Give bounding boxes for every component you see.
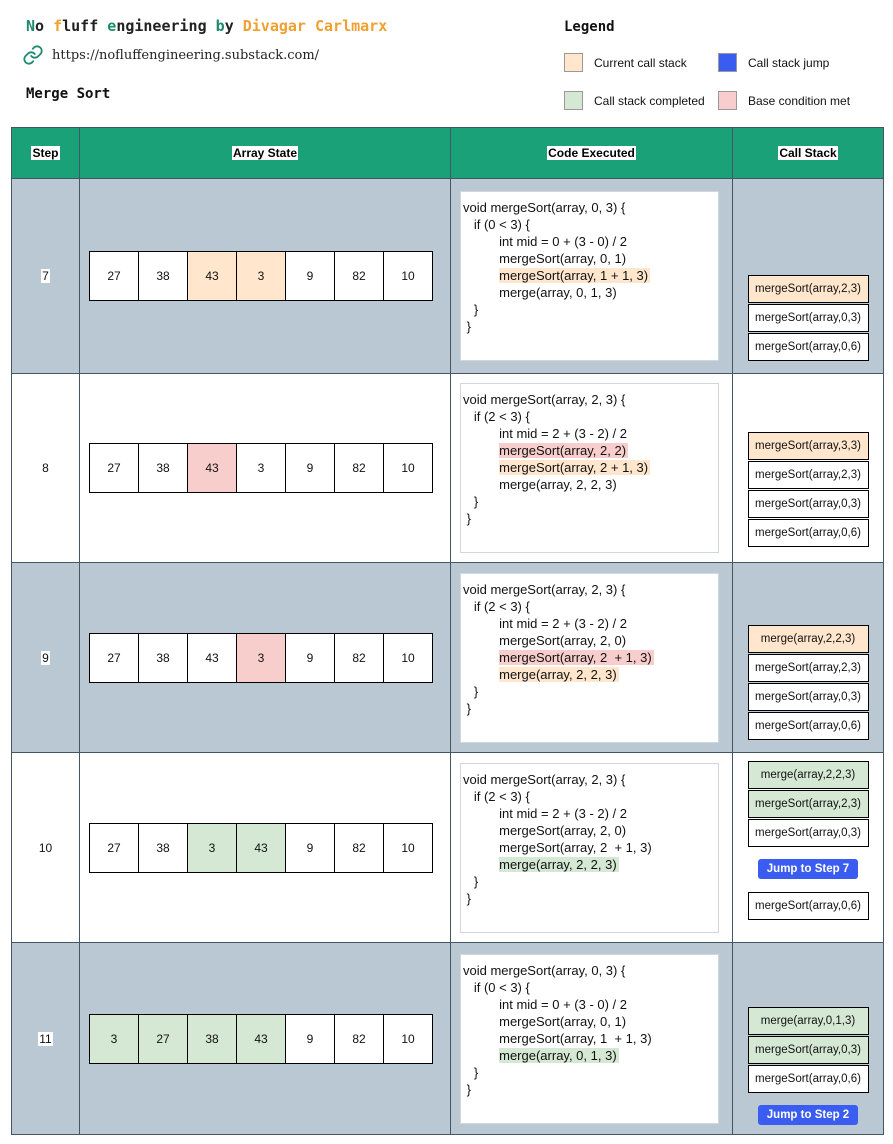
stack-frame: mergeSort(array,3,3) [748,432,869,460]
code-text: mergeSort(array, 2 + 1, 3) [499,649,652,665]
code-line [463,996,718,1013]
code-cell [451,943,733,1135]
code-text: } [473,494,479,509]
code-line [463,1013,718,1030]
code-line [463,267,718,284]
code-text: mergeSort(array, 2, 0) [499,822,627,838]
table-row [12,943,884,1135]
code-line [463,199,718,216]
code-text: int mid = 2 + (3 - 2) / 2 [499,615,628,631]
array-element: 43 [187,633,237,683]
array-element: 38 [138,443,188,493]
stack-frame: merge(array,2,2,3) [748,625,869,653]
code-text: mergeSort(array, 2, 0) [499,632,627,648]
code-line [463,822,718,839]
jump-to-step-button[interactable]: Jump to Step 7 [758,859,858,879]
legend-item-jump [718,53,829,72]
code-text: mergeSort(array, 1 + 1, 3) [499,1030,652,1046]
step-number: 10 [38,840,53,855]
code-text: void mergeSort(array, 0, 3) { [463,200,626,215]
code-line [463,979,718,996]
array-element: 9 [285,823,335,873]
code-text: merge(array, 2, 2, 3) [499,666,617,682]
stack-frame: mergeSort(array,0,6) [748,333,869,361]
code-line [463,301,718,318]
call-stack [733,943,883,1125]
array-element: 43 [187,443,237,493]
code-text: mergeSort(array, 2 + 1, 3) [499,460,649,475]
code-cell [451,753,733,943]
array-element: 10 [383,633,433,683]
stack-frame: mergeSort(array,0,6) [748,712,869,740]
code-line [463,805,718,822]
array-element: 82 [334,633,384,683]
stack-frame: mergeSort(array,2,3) [748,654,869,682]
code-cell [451,374,733,563]
call-stack-cell [733,943,884,1135]
code-text: void mergeSort(array, 2, 3) { [463,771,626,787]
code-line [463,598,718,615]
array-state-cell [80,374,451,563]
code-line [463,510,718,527]
code-text: void mergeSort(array, 0, 3) { [463,962,626,978]
code-text: int mid = 0 + (3 - 0) / 2 [499,996,628,1012]
code-cell [451,563,733,753]
array-element: 10 [383,1014,433,1064]
code-line [463,856,718,873]
code-text: int mid = 2 + (3 - 2) / 2 [499,805,628,821]
title-part: y [224,17,243,35]
code-text: mergeSort(array, 2 + 1, 3) [499,839,652,855]
code-line [463,391,718,408]
array-element: 43 [236,1014,286,1064]
array-visual [89,633,450,683]
code-line [463,890,718,907]
code-line [463,649,718,666]
code-line [463,839,718,856]
code-line [463,683,718,700]
code-text: merge(array, 0, 1, 3) [499,1047,617,1063]
call-stack-cell [733,179,884,374]
code-text: } [466,700,471,716]
legend-item-completed [564,91,705,110]
call-stack [733,563,883,740]
code-text: } [473,1064,479,1080]
step-cell [12,374,80,563]
legend-swatch [564,53,583,72]
code-text: merge(array, 2, 2, 3) [499,477,617,492]
header-code-executed: Code Executed [451,128,733,179]
code-text: mergeSort(array, 1 + 1, 3) [499,268,649,283]
code-text: if (0 < 3) { [473,217,530,232]
table-row [12,563,884,753]
stack-frame: mergeSort(array,0,6) [748,892,869,920]
code-line [463,962,718,979]
array-element: 38 [187,1014,237,1064]
stack-frame: mergeSort(array,0,3) [748,1036,869,1064]
code-block [460,191,719,361]
title-part: b [215,17,225,35]
array-element: 27 [89,443,139,493]
header-step: Step [12,128,80,179]
table-row [12,753,884,943]
substack-link[interactable] [22,44,319,66]
step-number: 9 [42,650,49,665]
call-stack [733,179,883,361]
call-stack-cell [733,374,884,563]
legend-swatch [564,91,583,110]
table-row [12,374,884,563]
array-element: 82 [334,443,384,493]
code-text: } [473,683,479,699]
code-block [460,383,719,553]
code-text: if (2 < 3) { [473,409,530,424]
code-line [463,700,718,717]
title-part: o [35,17,54,35]
legend-item-base [718,91,850,110]
array-element: 3 [236,251,286,301]
stack-frame: mergeSort(array,0,6) [748,1065,869,1093]
stack-frame: merge(array,2,2,3) [748,761,869,789]
merge-sort-steps-table [11,127,884,1135]
table-header-row [12,128,884,179]
legend-label: Call stack jump [748,55,830,70]
code-line [463,233,718,250]
code-text: mergeSort(array, 0, 1) [499,251,627,266]
code-line [463,788,718,805]
call-stack-cell [733,753,884,943]
array-state-cell [80,179,451,374]
code-line [463,442,718,459]
code-line [463,476,718,493]
code-line [463,771,718,788]
step-cell [12,753,80,943]
array-visual [89,443,450,493]
code-line [463,1030,718,1047]
legend-item-current [564,53,687,72]
code-text: } [473,873,479,889]
code-line [463,1047,718,1064]
code-text: } [466,890,471,906]
title-part: ngineering [116,17,216,35]
legend-swatch [718,91,737,110]
stack-frame: merge(array,0,1,3) [748,1007,869,1035]
step-number: 11 [39,1031,52,1046]
stack-frame: mergeSort(array,0,3) [748,683,869,711]
code-text: mergeSort(array, 0, 1) [499,1013,627,1029]
code-line [463,1064,718,1081]
legend-label: Base condition met [748,93,851,108]
legend-swatch [718,53,737,72]
code-line [463,632,718,649]
array-state-cell [80,563,451,753]
code-text: if (2 < 3) { [473,598,530,614]
code-line [463,493,718,510]
array-element: 27 [89,823,139,873]
code-line [463,615,718,632]
array-element: 82 [334,1014,384,1064]
page-subtitle: Merge Sort [26,86,111,102]
header-array-state: Array State [80,128,451,179]
code-line [463,459,718,476]
code-text: merge(array, 2, 2, 3) [499,856,617,872]
code-block [460,954,719,1124]
array-element: 38 [138,823,188,873]
code-line [463,425,718,442]
code-line [463,666,718,683]
header-call-stack: Call Stack [733,128,884,179]
page-title [26,17,387,35]
step-number: 8 [42,461,49,475]
jump-to-step-button[interactable]: Jump to Step 2 [758,1105,858,1125]
code-text: } [473,302,479,317]
legend-label: Call stack completed [594,93,705,108]
step-cell [12,179,80,374]
array-visual [89,823,450,873]
code-line [463,216,718,233]
title-part: Divagar Carlmarx [242,17,388,35]
code-text: void mergeSort(array, 2, 3) { [463,581,626,597]
code-line [463,581,718,598]
code-text: if (0 < 3) { [473,979,530,995]
code-line [463,1081,718,1098]
table-row [12,179,884,374]
legend-label: Current call stack [594,55,687,70]
code-block [460,763,719,933]
code-text: mergeSort(array, 2, 2) [499,443,627,458]
code-line [463,250,718,267]
array-element: 10 [383,443,433,493]
array-element: 82 [334,251,384,301]
stack-frame: mergeSort(array,0,3) [748,304,869,332]
array-element: 27 [138,1014,188,1064]
stack-frame: mergeSort(array,2,3) [748,275,869,303]
array-element: 3 [236,633,286,683]
code-text: } [466,511,471,526]
array-visual [89,251,450,301]
array-element: 9 [285,251,335,301]
title-part: f [53,17,63,35]
code-line [463,873,718,890]
code-text: int mid = 2 + (3 - 2) / 2 [499,426,628,441]
code-text: } [466,319,471,334]
array-element: 3 [89,1014,139,1064]
code-text: merge(array, 0, 1, 3) [499,285,617,300]
code-text: void mergeSort(array, 2, 3) { [463,392,626,407]
array-element: 43 [236,823,286,873]
call-stack-cell [733,563,884,753]
step-number: 7 [42,269,49,283]
stack-frame: mergeSort(array,2,3) [748,790,869,818]
array-element: 3 [187,823,237,873]
array-state-cell [80,943,451,1135]
array-element: 27 [89,251,139,301]
code-cell [451,179,733,374]
stack-frame: mergeSort(array,2,3) [748,461,869,489]
step-cell [12,563,80,753]
code-line [463,284,718,301]
array-element: 9 [285,443,335,493]
code-line [463,408,718,425]
legend-title: Legend [564,19,615,35]
call-stack [733,753,883,920]
array-state-cell [80,753,451,943]
array-element: 9 [285,1014,335,1064]
code-block [460,573,719,743]
title-part: N [26,17,36,35]
array-element: 10 [383,823,433,873]
array-element: 82 [334,823,384,873]
array-element: 10 [383,251,433,301]
link-url[interactable]: https://nofluffengineering.substack.com/ [52,47,320,63]
code-line [463,318,718,335]
stack-frame: mergeSort(array,0,3) [748,819,869,847]
array-visual [89,1014,450,1064]
call-stack [733,374,883,547]
array-element: 38 [138,251,188,301]
array-element: 3 [236,443,286,493]
array-element: 27 [89,633,139,683]
array-element: 38 [138,633,188,683]
stack-frame: mergeSort(array,0,6) [748,519,869,547]
code-text: } [466,1081,471,1097]
title-part: luff [62,17,108,35]
step-cell [12,943,80,1135]
code-text: if (2 < 3) { [473,788,530,804]
link-icon [22,44,44,66]
code-text: int mid = 0 + (3 - 0) / 2 [499,234,628,249]
array-element: 43 [187,251,237,301]
title-part: e [107,17,117,35]
stack-frame: mergeSort(array,0,3) [748,490,869,518]
array-element: 9 [285,633,335,683]
